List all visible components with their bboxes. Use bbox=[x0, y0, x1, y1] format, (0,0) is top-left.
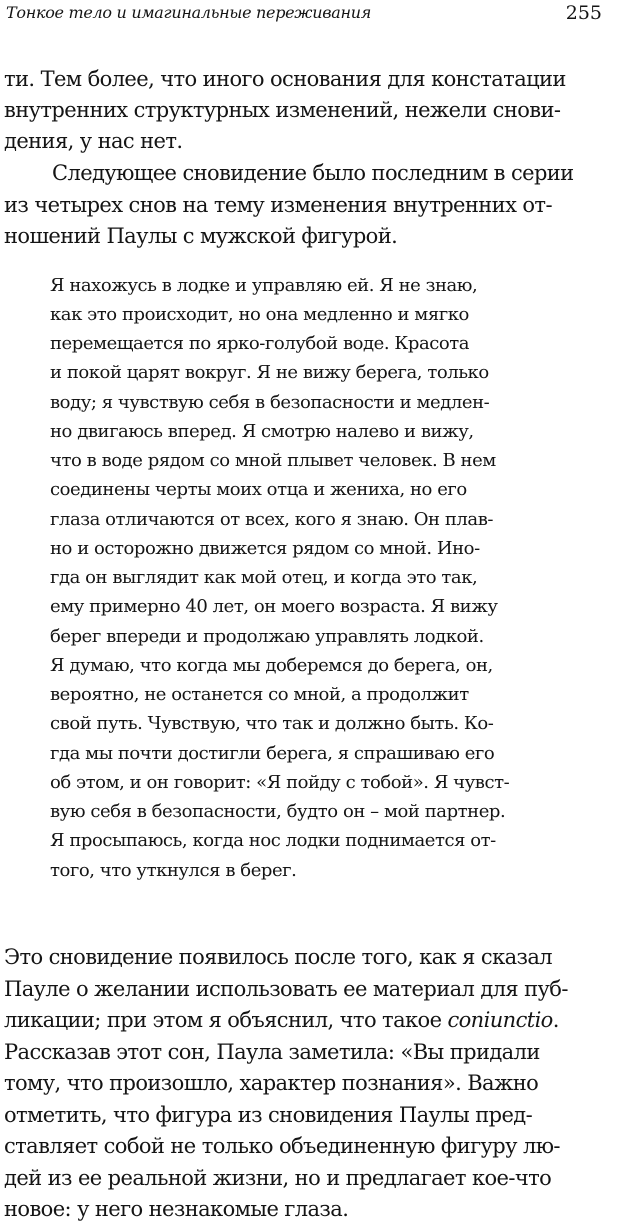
quote-line: Я просыпаюсь, когда нос лодки поднимается от- bbox=[50, 830, 496, 851]
text-line: Это сновидение появилось после того, как я сказал bbox=[4, 945, 553, 969]
quote-line: гда мы почти достигли берега, я спрашиваю его bbox=[50, 743, 495, 764]
page-header bbox=[6, 0, 614, 30]
text-line: ти. Тем более, что иного основания для констатации bbox=[4, 67, 566, 91]
quote-line: и покой царят вокруг. Я не вижу берега, только bbox=[50, 362, 489, 383]
running-title: Тонкое тело и имагинальные переживания bbox=[6, 3, 371, 22]
quote-line: как это происходит, но она медленно и мягко bbox=[50, 304, 469, 325]
text-line: дей из ее реальной жизни, но и предлагает кое-что bbox=[4, 1166, 552, 1190]
text-line: ставляет собой не только объединенную фигуру лю- bbox=[4, 1134, 560, 1158]
quote-line: вероятно, не останется со мной, а продолжит bbox=[50, 684, 469, 705]
quote-line: ему примерно 40 лет, он моего возраста. Я вижу bbox=[50, 596, 498, 617]
quote-line: свой путь. Чувствую, что так и должно быть. Ко- bbox=[50, 713, 494, 734]
text-line: Следующее сновидение было последним в серии bbox=[52, 161, 574, 185]
quote-line: что в воде рядом со мной плывет человек. В нем bbox=[50, 450, 496, 471]
text-line: дения, у нас нет. bbox=[4, 129, 183, 153]
quote-line: соединены черты моих отца и жениха, но его bbox=[50, 479, 467, 500]
quote-line: вую себя в безопасности, будто он – мой партнер. bbox=[50, 801, 506, 822]
text-line: отметить, что фигура из сновидения Паулы пред- bbox=[4, 1103, 533, 1127]
quote-line: перемещается по ярко-голубой воде. Красота bbox=[50, 333, 470, 354]
text-line: Пауле о желании использовать ее материал для пуб- bbox=[4, 977, 568, 1001]
quote-line: Я нахожусь в лодке и управляю ей. Я не знаю, bbox=[50, 275, 478, 296]
text-fragment: . bbox=[552, 1008, 559, 1032]
quote-line: того, что уткнулся в берег. bbox=[50, 860, 297, 881]
quote-line: об этом, и он говорит: «Я пойду с тобой». Я чувст- bbox=[50, 772, 510, 793]
italic-term: coniunctio bbox=[447, 1008, 553, 1032]
quote-line: но и осторожно движется рядом со мной. Ино- bbox=[50, 538, 480, 559]
text-line: новое: у него незнакомые глаза. bbox=[4, 1197, 349, 1221]
text-fragment: ликации; при этом я объяснил, что такое bbox=[4, 1008, 448, 1032]
text-line: внутренних структурных изменений, нежели снови- bbox=[4, 98, 561, 122]
text-line: Рассказав этот сон, Паула заметила: «Вы придали bbox=[4, 1040, 540, 1064]
text-line: из четырех снов на тему изменения внутренних от- bbox=[4, 193, 552, 217]
page-number: 255 bbox=[565, 2, 602, 24]
quote-line: Я думаю, что когда мы доберемся до берега, он, bbox=[50, 655, 493, 676]
text-line bbox=[4, 1005, 559, 1036]
quote-line: воду; я чувствую себя в безопасности и медлен- bbox=[50, 392, 490, 413]
quote-line: берег впереди и продолжаю управлять лодкой. bbox=[50, 626, 484, 647]
text-line: тому, что произошло, характер познания». Важно bbox=[4, 1071, 539, 1095]
quote-line: глаза отличаются от всех, кого я знаю. Он плав- bbox=[50, 509, 494, 530]
text-line: ношений Паулы с мужской фигурой. bbox=[4, 224, 398, 248]
quote-line: но двигаюсь вперед. Я смотрю налево и вижу, bbox=[50, 421, 474, 442]
quote-line: гда он выглядит как мой отец, и когда это так, bbox=[50, 567, 478, 588]
